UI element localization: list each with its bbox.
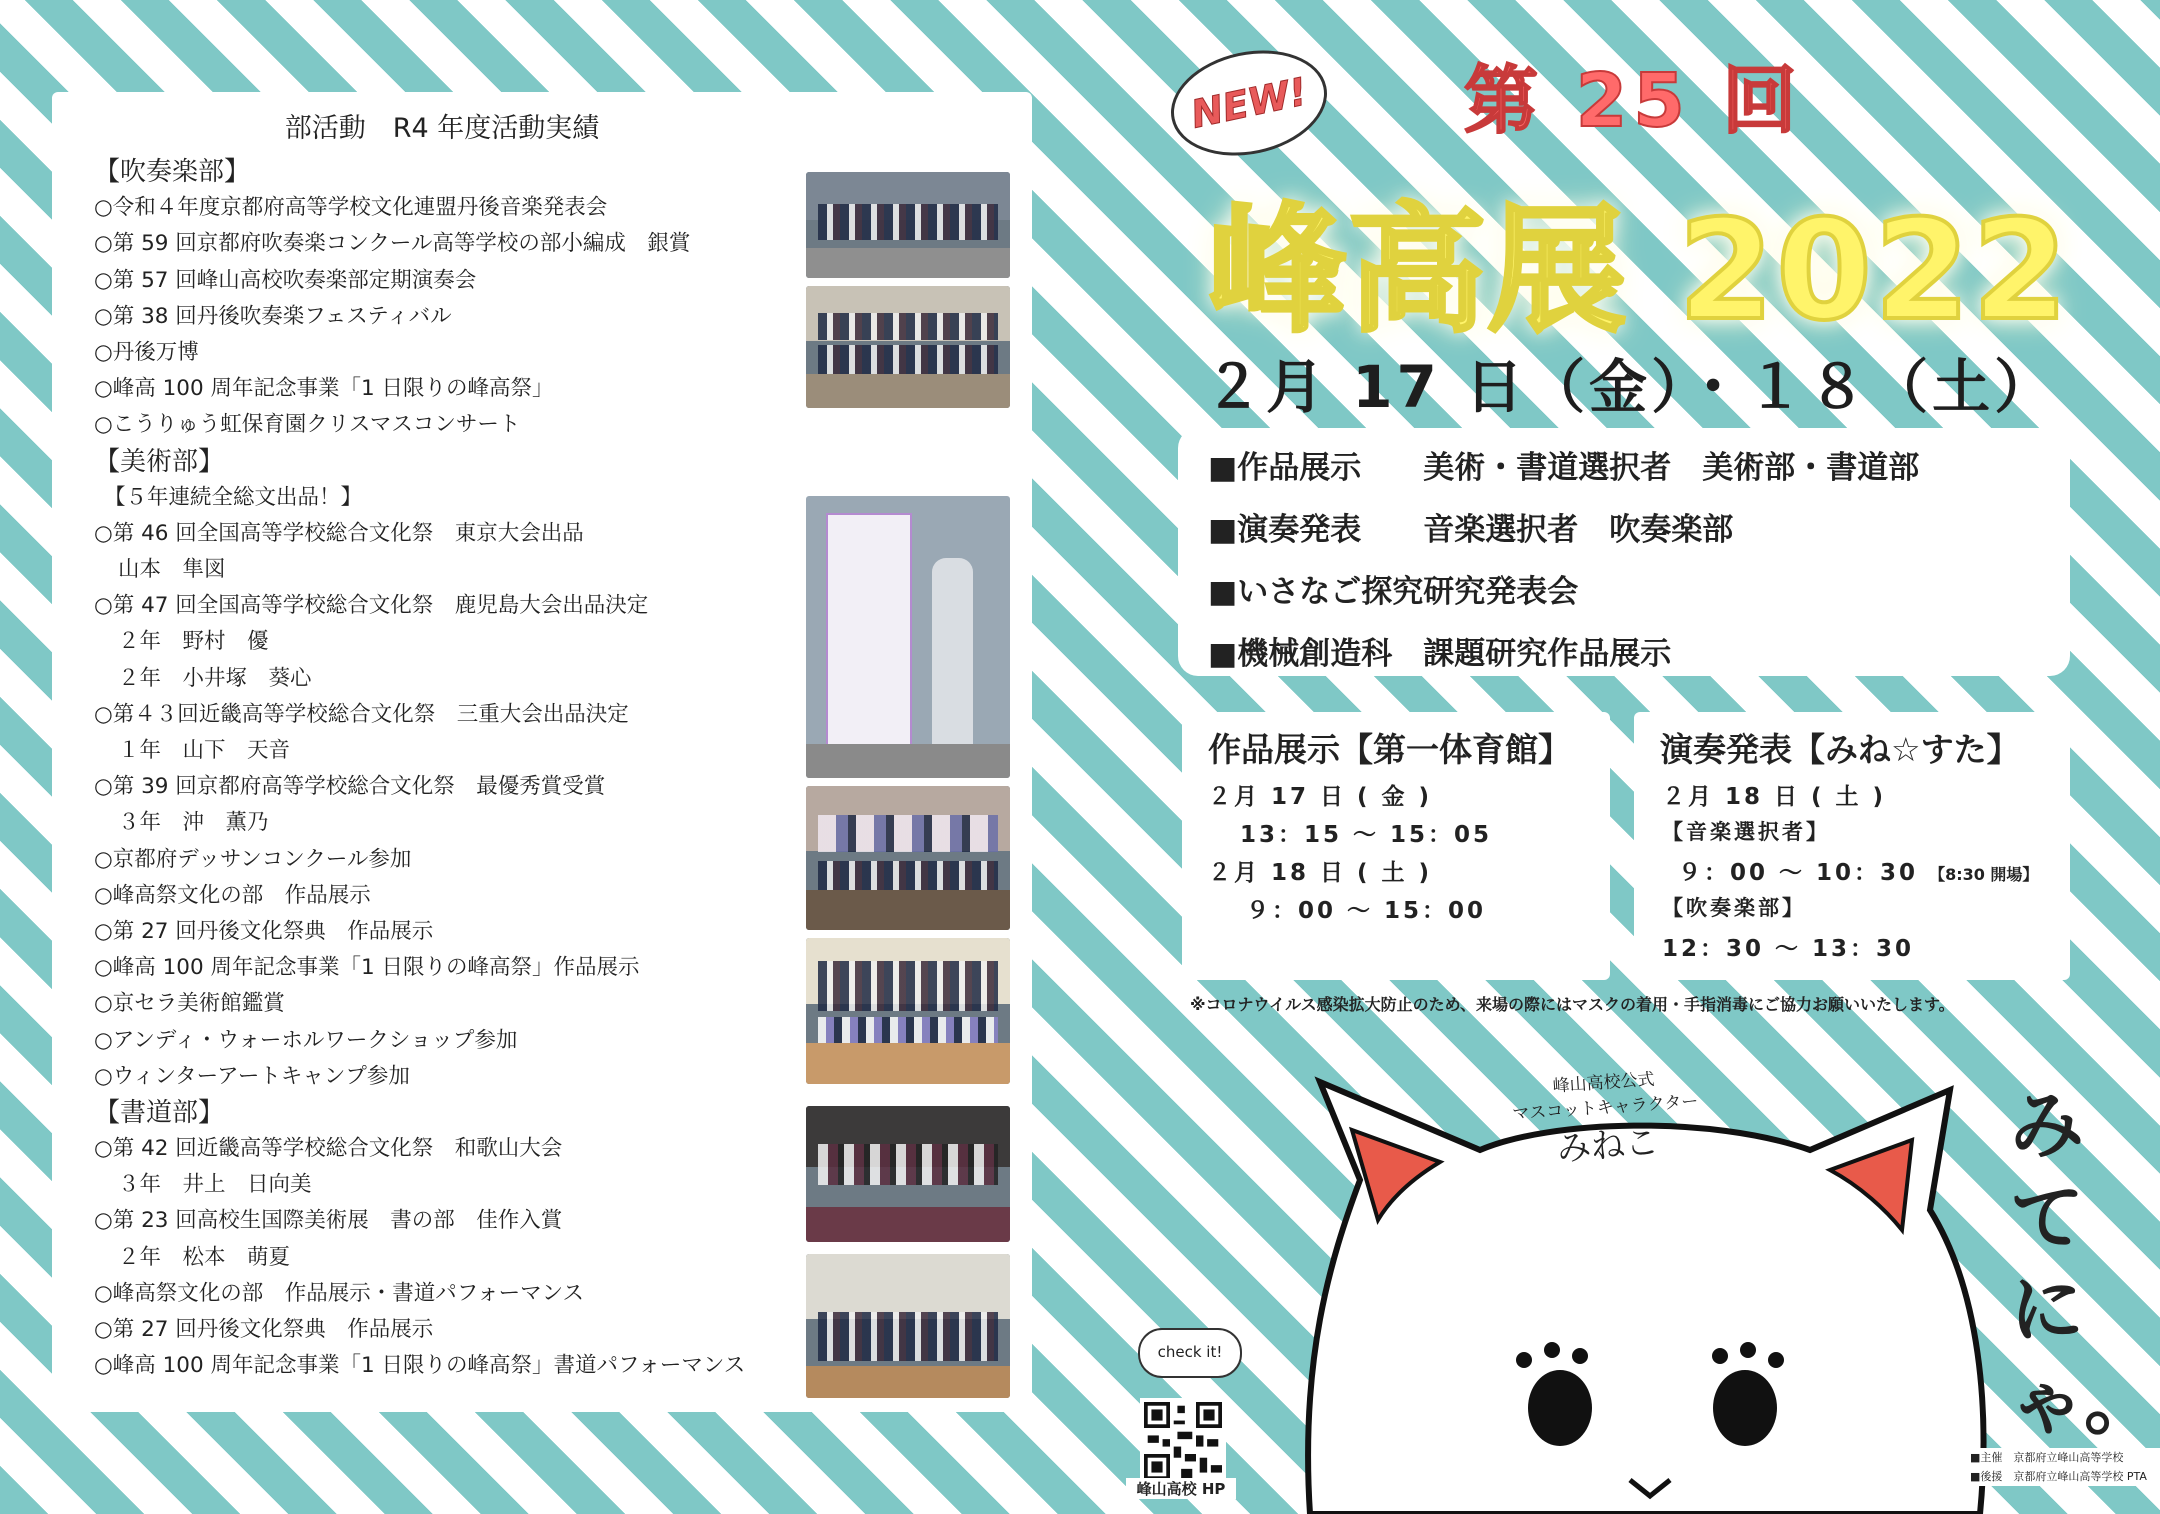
activity-item: ○峰高祭文化の部 作品展示 <box>94 882 371 908</box>
new-badge <box>1161 37 1337 170</box>
cat-left-eye <box>1528 1370 1592 1446</box>
exhibit-schedule-title: 作品展示【第一体育館】 <box>1208 730 1571 769</box>
activity-item: ○峰高 100 周年記念事業「1 日限りの峰高祭」書道パフォーマンス <box>94 1353 746 1379</box>
activity-item: ２年 野村 優 <box>118 629 269 655</box>
brass-band-photo-2 <box>806 286 1010 408</box>
calligraphy-club-photo-2 <box>806 1254 1010 1398</box>
club-heading: 【吹奏楽部】 <box>94 157 251 187</box>
brass-band-photo-1 <box>806 172 1010 278</box>
performance-schedule <box>1634 712 2070 980</box>
activity-list <box>94 154 834 1384</box>
event-dates: ２月 17 日（金）・１８（土） <box>1204 353 2057 421</box>
qr-icon <box>1144 1402 1222 1480</box>
music-students-time: ９：00 ～ 10：30 【8:30 開場】 <box>1678 860 2039 886</box>
mascot-label-school: 峰山高校公式 <box>1552 1069 1656 1097</box>
school-hp-qr-code[interactable] <box>1140 1398 1226 1484</box>
activity-item: ○第 38 回丹後吹奏楽フェスティバル <box>94 303 452 329</box>
activity-item: ○ウィンターアートキャンプ参加 <box>94 1063 410 1089</box>
music-students-label: 【音楽選択者】 <box>1662 820 1830 844</box>
activity-item: ○第 39 回京都府高等学校総合文化祭 最優秀賞受賞 <box>94 774 606 800</box>
new-badge-text: NEW! <box>1187 69 1311 137</box>
activity-item: ○第 23 回高校生国際美術展 書の部 佳作入賞 <box>94 1208 563 1234</box>
supporter: ■後援 京都府立峰山高等学校 PTA <box>1970 1470 2147 1483</box>
activity-item: ○京都府デッサンコンクール参加 <box>94 846 412 872</box>
activity-item: ○峰高祭文化の部 作品展示・書道パフォーマンス <box>94 1280 585 1306</box>
activity-item: ２年 松本 萌夏 <box>118 1244 291 1270</box>
exhibit-time-2: ９：00 ～ 15：00 <box>1246 898 1487 924</box>
qr-label: 峰山高校 HP <box>1126 1478 1236 1499</box>
performance-schedule-title: 演奏発表【みね☆すた】 <box>1660 730 2020 769</box>
activity-item: ○第 27 回丹後文化祭典 作品展示 <box>94 918 434 944</box>
organizer: ■主催 京都府立峰山高等学校 <box>1970 1451 2124 1464</box>
art-club-photo-1 <box>806 786 1010 930</box>
activity-panel <box>52 92 1032 1412</box>
check-it-bubble: check it! <box>1138 1328 1242 1378</box>
activity-item: ○アンディ・ウォーホルワークショップ参加 <box>94 1027 518 1053</box>
activity-item: ○丹後万博 <box>94 339 199 365</box>
art-club-poster-photo <box>806 496 1010 778</box>
program-list <box>1178 428 2070 676</box>
exhibit-schedule <box>1182 712 1610 980</box>
activity-item: ３年 井上 日向美 <box>118 1172 312 1198</box>
club-heading: 【美術部】 <box>94 446 225 477</box>
activity-item: ３年 沖 薫乃 <box>118 810 269 836</box>
performance-date: ２月 18 日 ( 土 ) <box>1662 784 1887 810</box>
calligraphy-club-photo-1 <box>806 1106 1010 1242</box>
activity-item: ○第 59 回京都府吹奏楽コンクール高等学校の部小編成 銀賞 <box>94 231 691 257</box>
brass-band-label: 【吹奏楽部】 <box>1662 896 1806 920</box>
edition-number: 第 25 回 <box>1464 58 1803 144</box>
mascot-catchphrase: みてにゃ。 <box>2010 1083 2158 1445</box>
exhibit-date-2: ２月 18 日 ( 土 ) <box>1208 860 1433 886</box>
covid-notice: ※コロナウイルス感染拡大防止のため、来場の際にはマスクの着用・手指消毒にご協力お願いいたします。 <box>1190 995 1955 1014</box>
activity-item: ○第 27 回丹後文化祭典 作品展示 <box>94 1317 434 1342</box>
activity-item: ○京セラ美術館鑑賞 <box>94 991 285 1017</box>
event-title: 峰高展 2022 <box>1208 190 2071 351</box>
program-item: ■演奏発表 音楽選択者 吹奏楽部 <box>1208 512 1734 548</box>
activity-item: ２年 小井塚 葵心 <box>118 665 312 691</box>
activity-item: ○令和４年度京都府高等学校文化連盟丹後音楽発表会 <box>94 195 608 221</box>
mascot-label <box>1503 1061 1709 1174</box>
sponsor-info <box>1970 1448 2160 1486</box>
exhibit-date-1: ２月 17 日 ( 金 ) <box>1208 784 1433 810</box>
activity-item: ○峰高 100 周年記念事業「1 日限りの峰高祭」 <box>94 376 554 402</box>
art-club-photo-2 <box>806 938 1010 1084</box>
activity-item: 山本 隼図 <box>118 557 226 583</box>
brass-band-time: 12：30 ～ 13：30 <box>1662 936 1915 962</box>
activity-title: 部活動 R4 年度活動実績 <box>284 113 600 144</box>
activity-item: ○こうりゅう虹保育園クリスマスコンサート <box>94 412 521 438</box>
activity-item: 【５年連続全総文出品！】 <box>104 484 363 510</box>
club-heading: 【書道部】 <box>94 1097 225 1128</box>
mascot-label-role: マスコットキャラクター <box>1511 1091 1699 1125</box>
program-item: ■いさなご探究研究発表会 <box>1208 574 1579 610</box>
activity-item: ○第 47 回全国高等学校総合文化祭 鹿児島大会出品決定 <box>94 593 649 619</box>
activity-item: ○第 46 回全国高等学校総合文化祭 東京大会出品 <box>94 520 584 546</box>
cat-right-eye <box>1713 1370 1777 1446</box>
exhibit-time-1: 13：15 ～ 15：05 <box>1240 822 1493 848</box>
activity-item: ○第 57 回峰山高校吹奏楽部定期演奏会 <box>94 267 477 293</box>
doors-open-note: 【8:30 開場】 <box>1929 865 2039 884</box>
activity-item: ○第４３回近畿高等学校総合文化祭 三重大会出品決定 <box>94 701 629 727</box>
program-item: ■機械創造科 課題研究作品展示 <box>1208 636 1672 672</box>
activity-item: ○第 42 回近畿高等学校総合文化祭 和歌山大会 <box>94 1136 563 1162</box>
activity-item: １年 山下 天音 <box>118 738 291 763</box>
mascot-name: みねこ <box>1555 1122 1661 1170</box>
activity-item: ○峰高 100 周年記念事業「1 日限りの峰高祭」作品展示 <box>94 955 640 981</box>
program-item: ■作品展示 美術・書道選択者 美術部・書道部 <box>1208 450 1920 486</box>
